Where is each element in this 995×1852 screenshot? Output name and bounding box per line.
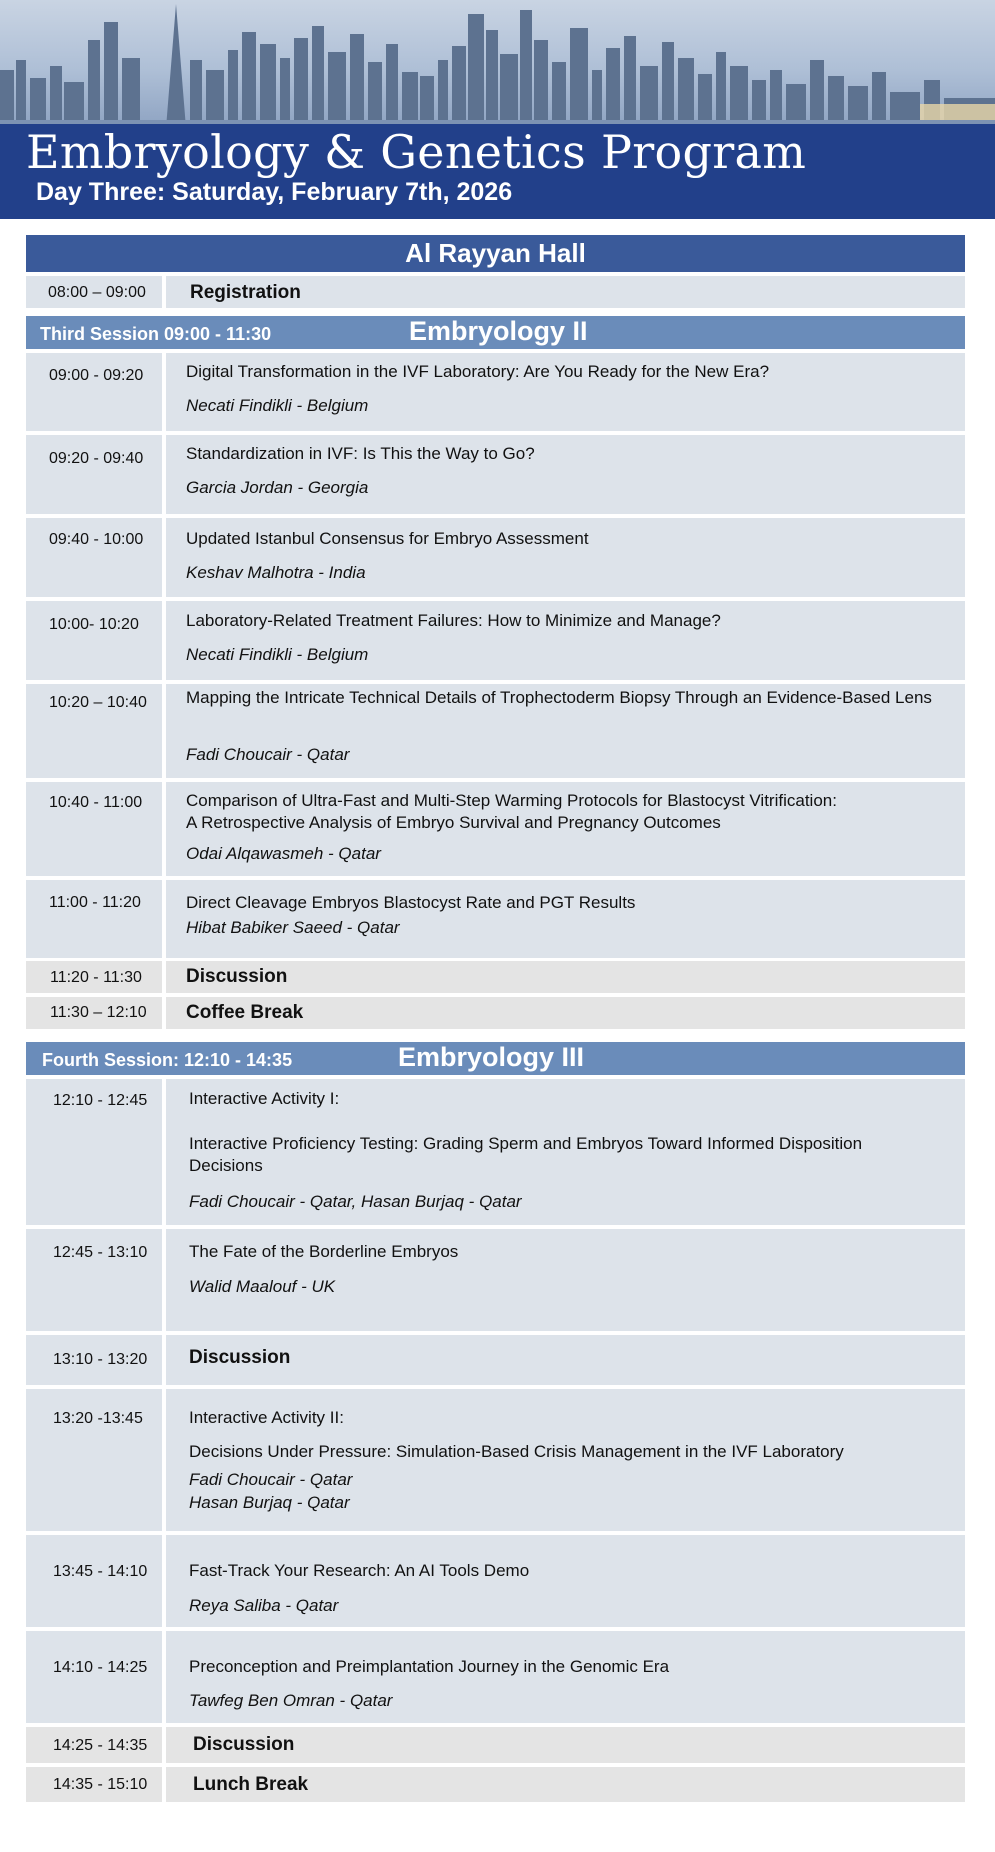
content-cell — [166, 1631, 965, 1723]
time-label: 13:10 - 13:20 — [53, 1351, 148, 1368]
time-label: 12:45 - 13:10 — [53, 1244, 148, 1261]
talk-row — [26, 1389, 965, 1531]
content-cell — [166, 435, 965, 514]
talk-row — [26, 353, 965, 431]
content-cell — [166, 601, 965, 680]
time-label: 09:20 - 09:40 — [49, 450, 144, 467]
header-banner — [0, 0, 995, 219]
time-label: 10:20 – 10:40 — [49, 694, 147, 711]
session-header — [26, 316, 965, 349]
content-cell — [166, 880, 965, 958]
talk-speaker: Garcia Jordan - Georgia — [186, 478, 369, 497]
time-cell — [26, 782, 162, 876]
content-cell — [166, 1389, 965, 1531]
talk-title: Fast-Track Your Research: An AI Tools Demo — [189, 1561, 530, 1580]
talk-speaker: Walid Maalouf - UK — [189, 1277, 336, 1296]
session-name: Embryology III — [398, 1042, 585, 1072]
talk-title: Direct Cleavage Embryos Blastocyst Rate and PGT Results — [186, 893, 636, 912]
talk-row — [26, 1229, 965, 1331]
talk-speaker: Necati Findikli - Belgium — [186, 396, 369, 415]
content-cell — [166, 961, 965, 993]
content-cell — [166, 1229, 965, 1331]
content-cell — [166, 997, 965, 1029]
time-cell — [26, 1631, 162, 1723]
time-label: 10:40 - 11:00 — [49, 794, 143, 811]
discussion-row — [26, 1727, 965, 1763]
talk-title: Preconception and Preimplantation Journey in the Genomic Era — [189, 1657, 670, 1676]
time-cell — [26, 1079, 162, 1225]
talk-title: Updated Istanbul Consensus for Embryo Assessment — [186, 529, 589, 548]
time-cell — [26, 684, 162, 778]
talk-title: Mapping the Intricate Technical Details of Trophectoderm Biopsy Through an Evidence-Based Lens — [186, 688, 932, 707]
content-cell — [166, 1335, 965, 1385]
session-label: Third Session 09:00 - 11:30 — [40, 324, 272, 344]
time-cell — [26, 961, 162, 993]
talk-title-line-2: A Retrospective Analysis of Embryo Survival and Pregnancy Outcomes — [186, 813, 721, 832]
content-cell — [166, 1767, 965, 1802]
talk-title-line-1: Comparison of Ultra-Fast and Multi-Step Warming Protocols for Blastocyst Vitrification: — [186, 791, 837, 810]
program-date: Day Three: Saturday, February 7th, 2026 — [36, 178, 513, 206]
registration-label: Registration — [190, 282, 301, 303]
content-cell — [166, 1535, 965, 1627]
talk-speaker: Hasan Burjaq - Qatar — [189, 1493, 350, 1512]
content-cell — [166, 276, 965, 308]
lunch-break-row — [26, 1767, 965, 1802]
time-label: 14:25 - 14:35 — [53, 1737, 148, 1754]
time-label: 14:10 - 14:25 — [53, 1659, 148, 1676]
talk-row — [26, 684, 965, 778]
talk-title: Decisions Under Pressure: Simulation-Based Crisis Management in the IVF Laboratory — [189, 1442, 844, 1461]
talk-row — [26, 601, 965, 680]
talk-row — [26, 1631, 965, 1723]
talk-speaker: Tawfeg Ben Omran - Qatar — [189, 1691, 393, 1710]
time-cell — [26, 880, 162, 958]
lunch-break-label: Lunch Break — [193, 1774, 309, 1795]
content-cell — [166, 1727, 965, 1763]
time-label: 11:00 - 11:20 — [49, 894, 141, 911]
time-cell — [26, 1727, 162, 1763]
talk-speaker: Odai Alqawasmeh - Qatar — [186, 844, 381, 863]
time-cell — [26, 1767, 162, 1802]
content-cell — [166, 353, 965, 431]
time-label: 11:20 - 11:30 — [50, 969, 142, 986]
discussion-label: Discussion — [193, 1734, 295, 1755]
content-cell — [166, 518, 965, 597]
coffee-break-label: Coffee Break — [186, 1002, 304, 1023]
talk-row — [26, 1079, 965, 1225]
session-header — [26, 1042, 965, 1075]
talk-row — [26, 782, 965, 876]
hall-header: Al Rayyan Hall — [26, 235, 965, 272]
time-cell — [26, 353, 162, 431]
time-label: 13:20 -13:45 — [53, 1410, 143, 1427]
talk-title: Interactive Proficiency Testing: Grading Sperm and Embryos Toward Informed Disposition Decisions — [189, 1134, 863, 1175]
time-cell — [26, 1389, 162, 1531]
session-name: Embryology II — [409, 316, 588, 346]
talk-speaker: Hibat Babiker Saeed - Qatar — [186, 918, 400, 937]
time-cell — [26, 435, 162, 514]
discussion-label: Discussion — [189, 1347, 291, 1368]
talk-row — [26, 518, 965, 597]
talk-row — [26, 1535, 965, 1627]
time-label: 12:10 - 12:45 — [53, 1092, 148, 1109]
talk-speaker: Reya Saliba - Qatar — [189, 1596, 339, 1615]
talk-speaker: Fadi Choucair - Qatar — [189, 1470, 353, 1489]
discussion-row — [26, 1335, 965, 1385]
content-cell — [166, 684, 965, 778]
talk-speakers: Fadi Choucair - Qatar, Hasan Burjaq - Qatar — [189, 1192, 522, 1211]
time-label: 10:00- 10:20 — [49, 616, 139, 633]
time-cell — [26, 997, 162, 1029]
time-label: 09:00 - 09:20 — [49, 367, 144, 384]
talk-title: The Fate of the Borderline Embryos — [189, 1242, 459, 1261]
time-cell — [26, 1335, 162, 1385]
time-cell — [26, 1535, 162, 1627]
talk-speaker: Necati Findikli - Belgium — [186, 645, 369, 664]
talk-row — [26, 880, 965, 958]
talk-title: Digital Transformation in the IVF Laboratory: Are You Ready for the New Era? — [186, 362, 770, 381]
time-cell — [26, 518, 162, 597]
talk-row — [26, 435, 965, 514]
discussion-row — [26, 961, 965, 993]
talk-speaker: Keshav Malhotra - India — [186, 563, 366, 582]
discussion-label: Discussion — [186, 966, 288, 987]
time-cell — [26, 601, 162, 680]
talk-title: Laboratory-Related Treatment Failures: How to Minimize and Manage? — [186, 611, 721, 630]
content-cell — [166, 1079, 965, 1225]
registration-row — [26, 276, 965, 308]
time-label: 11:30 – 12:10 — [50, 1004, 147, 1021]
activity-heading: Interactive Activity I: — [189, 1089, 340, 1108]
time-label: 09:40 - 10:00 — [49, 531, 144, 548]
content-cell — [166, 782, 965, 876]
time-cell — [26, 1229, 162, 1331]
program-title: Embryology & Genetics Program — [26, 125, 807, 179]
time-cell — [26, 276, 162, 308]
talk-speaker: Fadi Choucair - Qatar — [186, 745, 350, 764]
talk-title: Standardization in IVF: Is This the Way to Go? — [186, 444, 535, 463]
time-label: 14:35 - 15:10 — [53, 1776, 148, 1793]
coffee-break-row — [26, 997, 965, 1029]
activity-heading: Interactive Activity II: — [189, 1408, 344, 1427]
session-label: Fourth Session: 12:10 - 14:35 — [42, 1050, 293, 1070]
city-skyline-image — [0, 0, 995, 128]
time-label: 13:45 - 14:10 — [53, 1563, 148, 1580]
time-label: 08:00 – 09:00 — [48, 284, 146, 301]
